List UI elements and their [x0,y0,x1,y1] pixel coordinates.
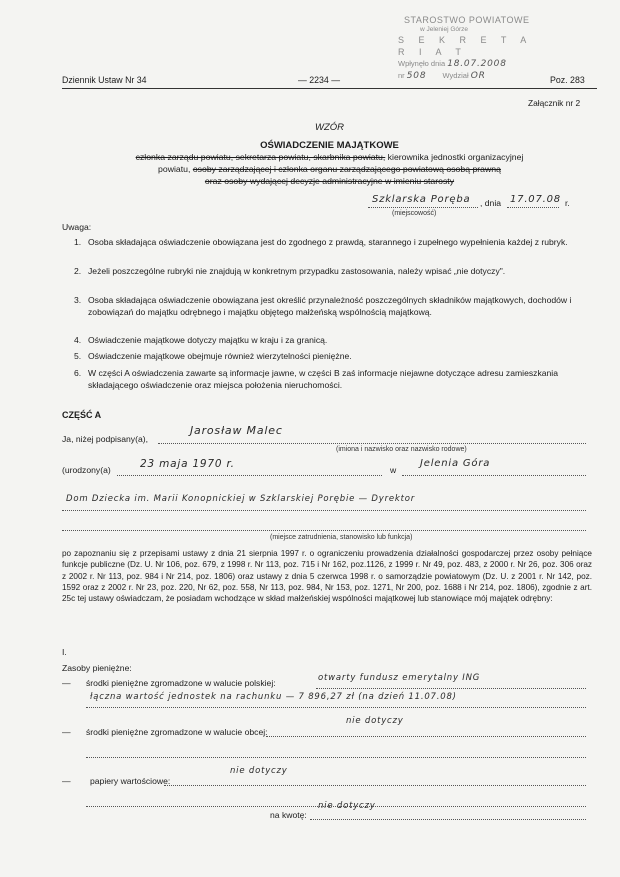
securities-dash: — [62,776,71,786]
title-line1-struck: członka zarządu powiatu, sekretarza powiatu, skarbnika powiatu, [135,152,386,162]
title-line3-struck: oraz osoby wydającej decyzje administracyjne w imieniu starosty [204,176,455,186]
page-number: — 2234 — [298,75,341,85]
place-dotline [368,207,478,208]
date-value: 17.07.08 [510,194,561,205]
note-number: 3. [74,295,82,305]
note-text: Jeżeli poszczególne rubryki nie znajdują w konkretnym przypadku zastosowania, należy wpisać „nie dotyczy". [88,266,506,276]
title-line2-start: powiatu, [158,164,193,174]
pln-dash: — [62,678,71,688]
document-title: OŚWIADCZENIE MAJĄTKOWE [260,140,399,151]
name-caption: (imiona i nazwisko oraz nazwisko rodowe) [336,446,467,453]
note-number: 4. [74,335,82,345]
position-number: Poz. 283 [550,75,585,85]
note-number: 5. [74,351,82,361]
title-line2-struck: osoby zarządzającej i członka organu zarządzającego powiatową osobą prawną [192,164,501,174]
place-value: Szklarska Poręba [372,194,471,205]
note-text: Osoba składająca oświadczenie obowiązana jest do zgodnego z prawdą, starannego i zupełnego wypełnienia każdej z rubryk. [88,237,568,247]
legal-paragraph: po zapoznaniu się z przepisami ustawy z dnia 21 sierpnia 1997 r. o ograniczeniu prowadzenia działalności gospodarczej przez osoby pełniące funkcje publiczne (Dz. U. Nr 106, poz. 679, z 1998 r. Nr 113, poz. 715 i Nr 162, poz.1126, z 1999 r. Nr 49, poz. 483, z 2000 r. Nr 26, poz. 306 oraz z 2002 r. Nr 113, poz. 984 i Nr 214, poz. 1806) oraz ustawy z dnia 5 czerwca 1998 r. o samorządzie powiatowym (Dz. U. z 2001 r. Nr 142, poz. 1592 oraz z 2002 r. Nr 23, poz. 220, Nr 62, poz. 558, Nr 113, poz. 984, Nr 153, poz. 1271, Nr 200, poz. 1688 i Nr 214, poz. 1806), zgodnie z art. 25c tej ustawy oświadczam, że posiadam wchodzące w skład małżeńskiej wspólności majątkowej lub stanowiące mój majątek odrębny: [62,549,592,604]
note-number: 2. [74,266,82,276]
securities-value: nie dotyczy [230,766,288,776]
kwote-label: na kwotę: [270,810,307,820]
section-roman: I. [62,647,67,657]
stamp-nr-label: nr [398,71,405,80]
foreign-dotline2 [86,757,586,758]
note-text: Osoba składająca oświadczenie obowiązana jest określić przynależność poszczególnych składników majątkowych, dochodów i zobowiązań do majątku odrębnego i majątku objętego małżeńską wspólnością majątkową. [88,295,572,317]
foreign-dotline1 [266,736,586,737]
born-label: (urodzony(a) [62,465,111,475]
stamp-line2: w Jeleniej Górze [420,26,469,33]
journal-name: Dziennik Ustaw Nr 34 [62,75,147,85]
w-label: w [390,465,397,475]
uwaga-label: Uwaga: [62,222,92,232]
employment-dotline1 [62,510,586,511]
kwote-dotline [310,819,586,820]
part-a-heading: CZĘŚĆ A [62,410,102,420]
pln-dotline2 [86,707,586,708]
born-date-dotline [117,475,382,476]
attachment-label: Załącznik nr 2 [528,98,581,108]
stamp-received-label: Wpłynęło dnia [398,59,446,68]
foreign-label: środki pieniężne zgromadzone w walucie obcej: [86,727,268,737]
stamp-nr-value: 508 [406,71,427,81]
employment-caption: (miejsce zatrudnienia, stanowisko lub funkcja) [270,534,413,541]
securities-label: papiery wartościowe: [90,776,171,786]
born-place-value: Jelenia Góra [420,458,491,469]
stamp-received-date: 18.07.2008 [447,59,507,69]
note-number: 1. [74,237,82,247]
born-place-dotline [402,475,586,476]
dnia-label: , dnia [480,198,502,208]
place-caption: (miejscowość) [392,210,437,217]
title-line3 [62,176,597,186]
stamp-line5 [398,70,548,82]
pln-dotline1 [316,688,586,689]
kwote-value: nie dotyczy [318,801,376,811]
title-line1 [62,152,597,162]
ja-label: Ja, niżej podpisany(a), [62,434,148,444]
note-text: Oświadczenie majątkowe dotyczy majątku w kraju i za granicą. [88,335,328,345]
date-dotline [507,207,559,208]
r-label: r. [565,198,570,208]
foreign-value: nie dotyczy [346,716,404,726]
stamp-dept-label: Wydział [442,71,469,80]
securities-dotline1 [164,785,586,786]
note-text: Oświadczenie majątkowe obejmuje również wierzytelności pieniężne. [88,351,352,361]
employment-value: Dom Dziecka im. Marii Konopnickiej w Szklarskiej Porębie — Dyrektor [66,494,416,504]
stamp-line3: S E K R E T A R I A T [398,35,532,57]
title-line1-rest: kierownika jednostki organizacyjnej [385,152,524,162]
pln-value-line1: otwarty fundusz emerytalny ING [318,673,481,683]
wzor-label: WZÓR [314,122,345,133]
name-dotline [158,443,586,444]
note-number: 6. [74,368,82,378]
stamp-dept-value: OR [470,71,486,81]
title-line2 [62,164,597,174]
office-stamp [398,14,548,82]
name-value: Jarosław Malec [190,424,283,437]
stamp-line1: STAROSTWO POWIATOWE [404,15,530,25]
stamp-line4 [398,58,548,70]
zasoby-label: Zasoby pieniężne: [62,663,132,673]
header-rule [62,88,597,89]
note-text: W części A oświadczenia zawarte są informacje jawne, w części B zaś informacje niejawne dotyczące adresu zamieszkania składającego oświadczenie oraz miejsca położenia nieruchomości. [88,368,558,390]
pln-value-line2: łączna wartość jednostek na rachunku — 7 896,27 zł (na dzień 11.07.08) [90,692,457,702]
foreign-dash: — [62,727,71,737]
employment-dotline2 [62,530,586,531]
pln-label: środki pieniężne zgromadzone w walucie polskiej: [86,678,276,688]
born-date-value: 23 maja 1970 r. [140,458,235,470]
